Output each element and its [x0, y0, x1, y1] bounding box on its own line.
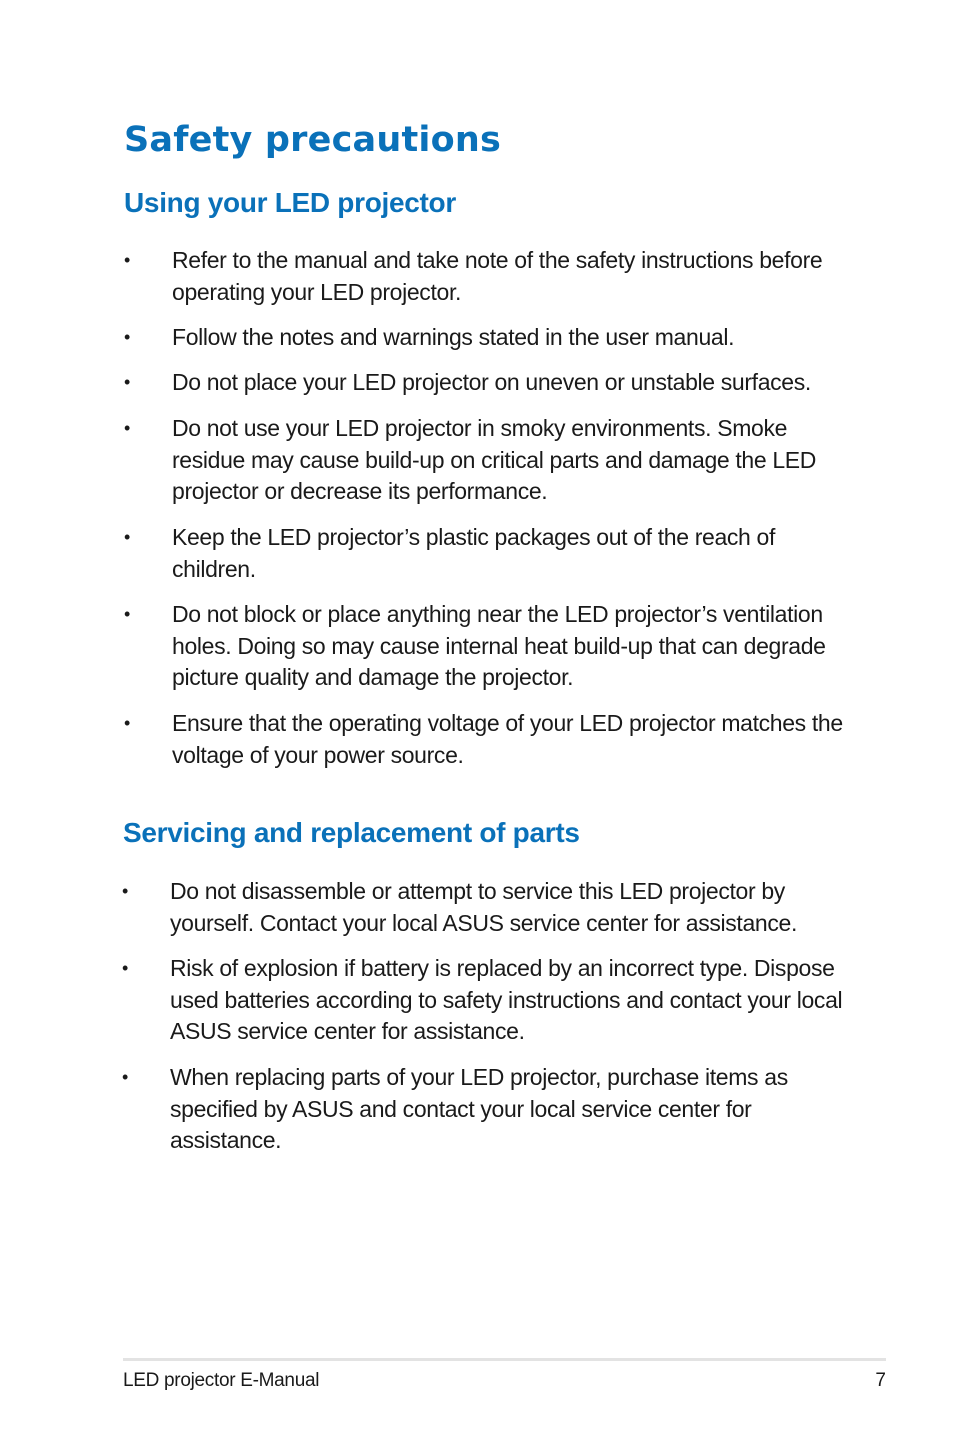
- bullet-icon: •: [124, 527, 130, 547]
- page-number: 7: [875, 1370, 886, 1391]
- bullet-icon: •: [124, 713, 130, 733]
- list-item-text: Do not place your LED projector on uneven or unstable surfaces.: [172, 369, 811, 395]
- bullet-icon: •: [124, 418, 130, 438]
- footer-document-title: LED projector E-Manual: [123, 1370, 320, 1391]
- bullet-icon: •: [124, 327, 130, 347]
- list-item-text: Keep the LED projector’s plastic packages out of the reach of children.: [172, 524, 776, 582]
- bullet-icon: •: [122, 881, 128, 901]
- bullet-icon: •: [122, 1067, 128, 1087]
- bullet-icon: •: [124, 250, 130, 270]
- list-item-text: Do not use your LED projector in smoky environments. Smoke residue may cause build-up on critical parts and damage the LED projector or decrease its performance.: [172, 415, 817, 504]
- footer-divider: [123, 1358, 886, 1361]
- list-item-text: Refer to the manual and take note of the safety instructions before operating your LED projector.: [172, 247, 823, 305]
- list-item-text: Do not block or place anything near the LED projector’s ventilation holes. Doing so may cause internal heat build-up that can degrade picture quality and damage the projector.: [172, 601, 826, 690]
- list-item-text: Follow the notes and warnings stated in the user manual.: [172, 324, 735, 350]
- list-item-text: Ensure that the operating voltage of your LED projector matches the voltage of your power source.: [172, 710, 843, 768]
- bullet-icon: •: [122, 958, 128, 978]
- bullet-icon: •: [124, 604, 130, 624]
- list-item-text: Do not disassemble or attempt to service this LED projector by yourself. Contact your local ASUS service center for assistance.: [170, 878, 797, 936]
- page-title: Safety precautions: [124, 120, 501, 160]
- list-item-text: When replacing parts of your LED projector, purchase items as specified by ASUS and contact your local service center for assistance.: [170, 1064, 788, 1153]
- list-item-text: Risk of explosion if battery is replaced by an incorrect type. Dispose used batteries according to safety instructions and contact your local ASUS service center for assistance.: [170, 955, 843, 1044]
- section-heading-using-projector: Using your LED projector: [124, 187, 456, 218]
- bullet-icon: •: [124, 372, 130, 392]
- section-heading-servicing: Servicing and replacement of parts: [123, 817, 580, 848]
